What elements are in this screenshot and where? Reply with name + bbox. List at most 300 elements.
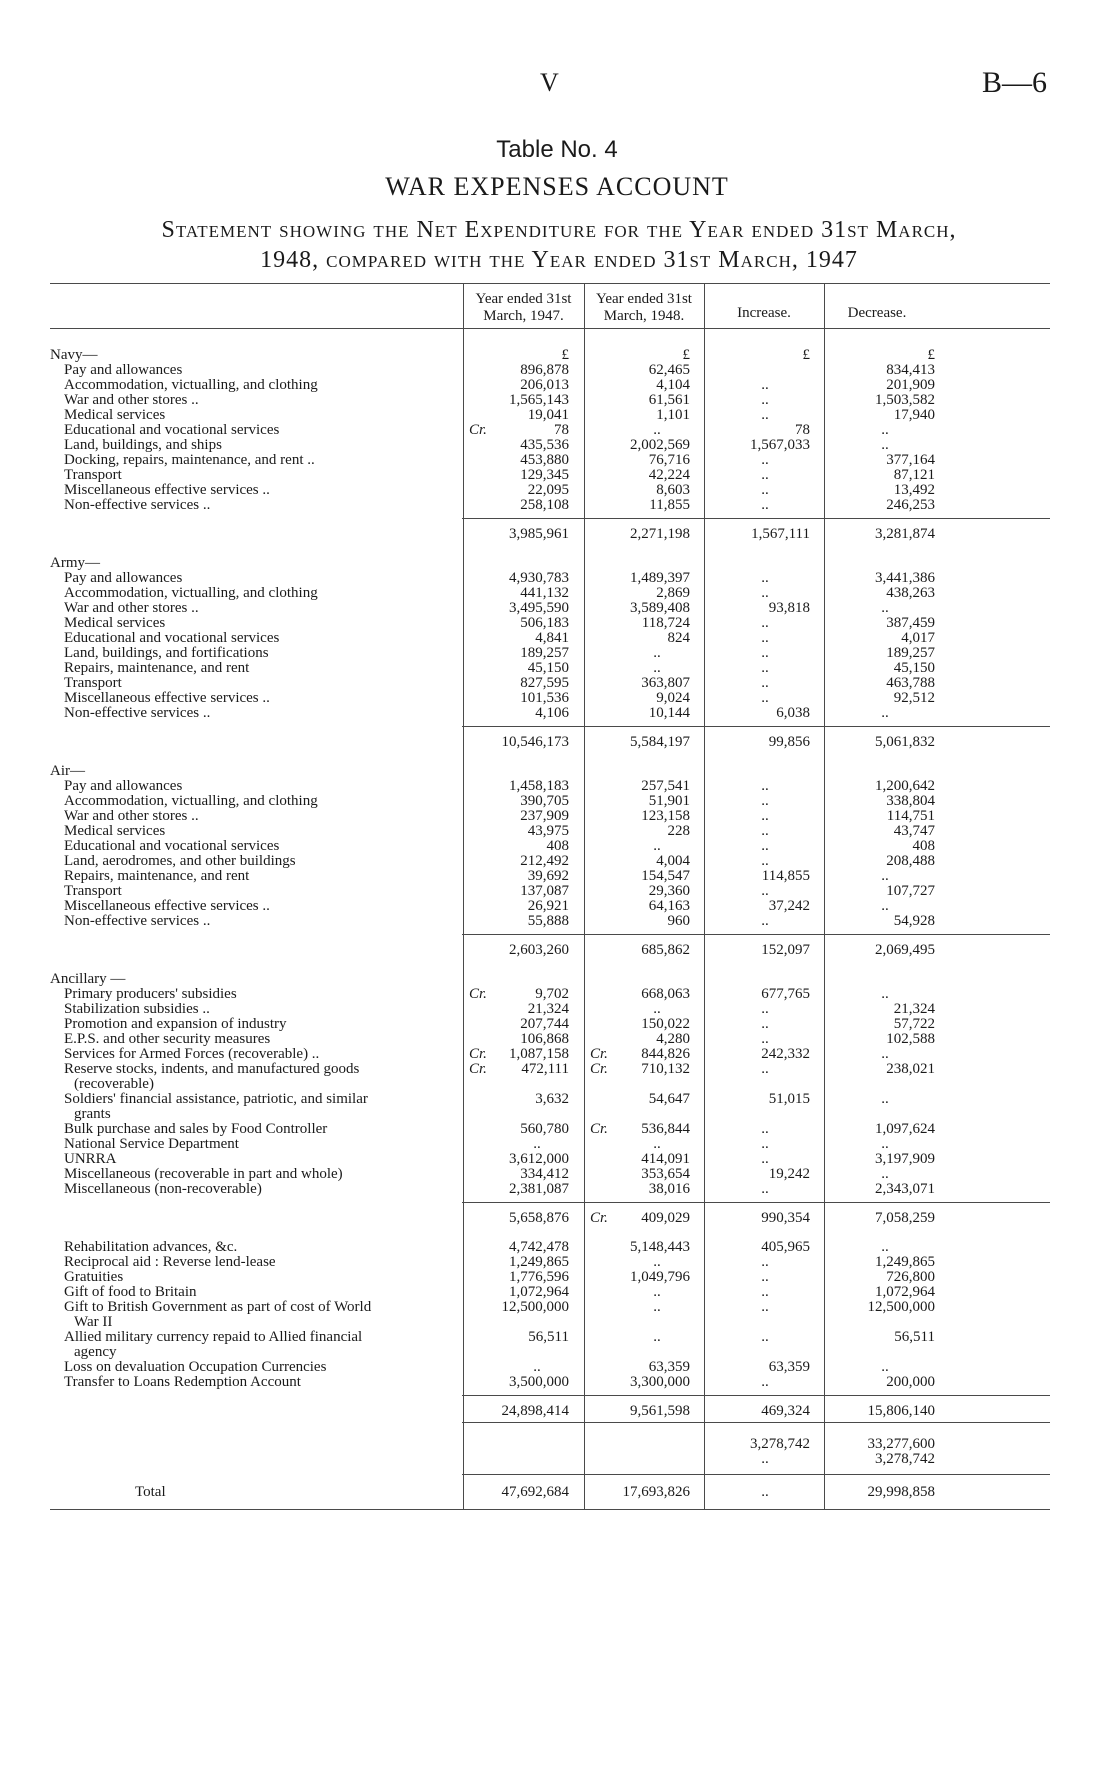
row-label: Pay and allowances: [64, 570, 183, 586]
cell-value: 3,441,386: [875, 570, 935, 586]
row-label: Soldiers' financial assistance, patriotic, and similar: [64, 1091, 368, 1107]
cell-value: 206,013: [520, 377, 569, 393]
row-label: Gift to British Government as part of cost of World: [64, 1299, 372, 1315]
cell-value: ..: [761, 1016, 769, 1032]
subtotal-value: 990,354: [761, 1210, 810, 1226]
cell-value: 506,183: [520, 615, 569, 631]
row-label: War and other stores ..: [64, 392, 199, 408]
cell-value: 834,413: [886, 362, 935, 378]
cell-value: 62,465: [648, 362, 690, 378]
cell-value: 76,716: [648, 452, 690, 468]
subtotal-value: 1,567,111: [751, 526, 810, 542]
cell-value: ..: [653, 838, 661, 854]
row-label: Accommodation, victualling, and clothing: [64, 585, 318, 601]
table-number: Table No. 4: [496, 136, 618, 163]
cell-value: ..: [761, 377, 769, 393]
cell-value: ..: [761, 1151, 769, 1167]
cell-value: ..: [761, 585, 769, 601]
cell-value: 338,804: [886, 793, 935, 809]
cell-value: Cr. 536,844: [590, 1121, 690, 1137]
cell-value: 4,004: [656, 853, 690, 869]
header-bottom-rule: [50, 328, 1050, 329]
row-label: Land, aerodromes, and other buildings: [64, 853, 296, 869]
cell-value: 4,742,478: [509, 1239, 569, 1255]
header-1947: Year ended 31st March, 1947.: [475, 291, 572, 324]
grand-total-rule: [462, 1474, 1050, 1475]
cell-value: 4,106: [535, 705, 569, 721]
cell-value: 150,022: [641, 1016, 690, 1032]
row-label: Stabilization subsidies ..: [64, 1001, 210, 1017]
cell-value: ..: [653, 1001, 661, 1017]
row-label: Transport: [64, 675, 122, 691]
subtotal-value: 685,862: [641, 942, 690, 958]
cell-value: 37,242: [768, 898, 810, 914]
row-label: Reserve stocks, indents, and manufactured goods: [64, 1061, 360, 1077]
cell-value: 107,727: [886, 883, 935, 899]
cell-value: 2,002,569: [630, 437, 690, 453]
cell-value: 201,909: [886, 377, 935, 393]
cell-value: ..: [761, 1121, 769, 1137]
currency-symbol: £: [927, 347, 935, 363]
cell-value: 1,565,143: [509, 392, 569, 408]
cell-value: Cr. 844,826: [590, 1046, 690, 1062]
row-label: Miscellaneous (non-recoverable): [64, 1181, 262, 1197]
cell-value: ..: [761, 823, 769, 839]
cell-value: 12,500,000: [501, 1299, 569, 1315]
cell-value: Cr. 1,087,158: [469, 1046, 569, 1062]
row-label: Miscellaneous effective services ..: [64, 482, 270, 498]
cell-value: 6,038: [776, 705, 810, 721]
cell-value: 1,458,183: [509, 778, 569, 794]
cell-value: 414,091: [641, 1151, 690, 1167]
cell-value: 258,108: [520, 497, 569, 513]
grand-total-value: 47,692,684: [501, 1484, 569, 1500]
row-label: Medical services: [64, 823, 166, 839]
cell-value: ..: [761, 1269, 769, 1285]
cell-value: 9,024: [656, 690, 690, 706]
cell-value: 3,197,909: [875, 1151, 935, 1167]
cell-value: 4,930,783: [509, 570, 569, 586]
row-label: Accommodation, victualling, and clothing: [64, 377, 318, 393]
cell-value: 200,000: [886, 1374, 935, 1390]
cell-value: 3,589,408: [630, 600, 690, 616]
column-divider: [463, 283, 464, 1509]
subtotal-value: 152,097: [761, 942, 810, 958]
netting-value: ..: [761, 1451, 769, 1467]
cell-value: ..: [653, 660, 661, 676]
cell-value: 56,511: [528, 1329, 569, 1345]
cell-value: ..: [761, 808, 769, 824]
cell-value: 61,561: [648, 392, 690, 408]
cell-value: 55,888: [527, 913, 569, 929]
cell-value: ..: [761, 452, 769, 468]
cell-value: 45,150: [893, 660, 935, 676]
cell-value: 438,263: [886, 585, 935, 601]
subtotal-value: 2,271,198: [630, 526, 690, 542]
cell-value: 228: [667, 823, 690, 839]
cell-value: 4,104: [656, 377, 690, 393]
netting-value: 3,278,742: [875, 1451, 935, 1467]
netting-value: 3,278,742: [750, 1436, 810, 1452]
cell-value: ..: [761, 1181, 769, 1197]
row-label: Pay and allowances: [64, 778, 183, 794]
cell-value: 453,880: [520, 452, 569, 468]
row-label: Gratuities: [64, 1269, 124, 1285]
row-label: Educational and vocational services: [64, 630, 280, 646]
row-label: Transport: [64, 883, 122, 899]
cell-value: 242,332: [761, 1046, 810, 1062]
cell-value: ..: [761, 675, 769, 691]
cell-value: 3,632: [535, 1091, 569, 1107]
cell-value: 238,021: [886, 1061, 935, 1077]
cell-value: 39,692: [527, 868, 569, 884]
cell-value: ..: [653, 422, 661, 438]
cell-value: ..: [653, 645, 661, 661]
cell-value: ..: [761, 838, 769, 854]
cell-value: ..: [761, 482, 769, 498]
row-label: Medical services: [64, 615, 166, 631]
cell-value: 726,800: [886, 1269, 935, 1285]
row-label: Reciprocal aid : Reverse lend-lease: [64, 1254, 276, 1270]
cell-value: 63,359: [648, 1359, 690, 1375]
subtotal-value: 2,069,495: [875, 942, 935, 958]
cell-value: 26,921: [527, 898, 569, 914]
cell-value: 92,512: [893, 690, 935, 706]
cell-value: 118,724: [641, 615, 690, 631]
cell-value: 668,063: [641, 986, 690, 1002]
cell-value: ..: [761, 615, 769, 631]
cell-value: 4,017: [901, 630, 935, 646]
row-label: Primary producers' subsidies: [64, 986, 237, 1002]
header-decrease: Decrease.: [847, 305, 907, 321]
cell-value: ..: [761, 570, 769, 586]
cell-value: ..: [761, 913, 769, 929]
cell-value: 246,253: [886, 497, 935, 513]
cell-value: 21,324: [893, 1001, 935, 1017]
cell-value: 154,547: [641, 868, 690, 884]
subtitle-line-2: 1948, compared with the Year ended 31st March, 1947: [260, 247, 858, 273]
cell-value: 78: [795, 422, 810, 438]
cell-value: ..: [881, 898, 889, 914]
cell-value: 54,647: [648, 1091, 690, 1107]
netting-rule: [462, 1422, 1050, 1423]
cell-value: 38,016: [648, 1181, 690, 1197]
cell-value: 21,324: [527, 1001, 569, 1017]
row-label: Miscellaneous (recoverable in part and whole): [64, 1166, 343, 1182]
cell-value: 29,360: [648, 883, 690, 899]
subtotal-value: 2,603,260: [509, 942, 569, 958]
cell-value: ..: [881, 986, 889, 1002]
row-label-continued: agency: [74, 1344, 117, 1360]
cell-value: ..: [533, 1359, 541, 1375]
cell-value: ..: [881, 600, 889, 616]
cell-value: 1,489,397: [630, 570, 690, 586]
row-label: Transport: [64, 467, 122, 483]
cell-value: 12,500,000: [867, 1299, 935, 1315]
subtotal-value: 5,061,832: [875, 734, 935, 750]
cell-value: ..: [653, 1254, 661, 1270]
cell-value: 390,705: [520, 793, 569, 809]
cell-value: ..: [653, 1284, 661, 1300]
cell-value: ..: [761, 392, 769, 408]
cell-value: ..: [761, 1329, 769, 1345]
cell-value: 896,878: [520, 362, 569, 378]
cell-value: 2,343,071: [875, 1181, 935, 1197]
cell-value: 43,975: [527, 823, 569, 839]
subtotal-value: 469,324: [761, 1403, 810, 1419]
cell-value: 560,780: [520, 1121, 569, 1137]
cell-value: 1,097,624: [875, 1121, 935, 1137]
table-title: WAR EXPENSES ACCOUNT: [385, 172, 729, 201]
section-heading: Navy—: [50, 347, 98, 363]
cell-value: 405,965: [761, 1239, 810, 1255]
cell-value: ..: [761, 853, 769, 869]
cell-value: 45,150: [527, 660, 569, 676]
cell-value: 353,654: [641, 1166, 690, 1182]
cell-value: 2,381,087: [509, 1181, 569, 1197]
expenditure-table: [50, 283, 1050, 1668]
cell-value: 93,818: [768, 600, 810, 616]
row-label: Bulk purchase and sales by Food Controller: [64, 1121, 328, 1137]
cell-value: ..: [653, 1299, 661, 1315]
cell-value: 827,595: [520, 675, 569, 691]
cell-value: ..: [761, 883, 769, 899]
cell-value: ..: [761, 778, 769, 794]
currency-symbol: £: [802, 347, 810, 363]
cell-value: ..: [761, 793, 769, 809]
cell-value: 207,744: [520, 1016, 569, 1032]
cell-value: 4,280: [656, 1031, 690, 1047]
cell-value: ..: [761, 660, 769, 676]
cell-value: 387,459: [886, 615, 935, 631]
cell-value: 3,495,590: [509, 600, 569, 616]
subtotal-rule: [462, 1395, 1050, 1396]
row-label-continued: (recoverable): [74, 1076, 154, 1092]
page-reference: B—6: [982, 66, 1048, 99]
cell-value: ..: [761, 1284, 769, 1300]
row-label: Land, buildings, and fortifications: [64, 645, 269, 661]
cell-value: ..: [881, 1359, 889, 1375]
cell-value: 435,536: [520, 437, 569, 453]
row-label: Docking, repairs, maintenance, and rent ..: [64, 452, 315, 468]
cell-value: 56,511: [894, 1329, 935, 1345]
cell-value: ..: [881, 1091, 889, 1107]
cell-value: Cr. 710,132: [590, 1061, 690, 1077]
header-top-rule: [50, 283, 1050, 284]
subtotal-value: 15,806,140: [867, 1403, 935, 1419]
cell-value: ..: [761, 407, 769, 423]
netting-value: 33,277,600: [867, 1436, 935, 1452]
cell-value: 22,095: [527, 482, 569, 498]
cell-value: ..: [761, 630, 769, 646]
row-label: Medical services: [64, 407, 166, 423]
subtotal-rule: [462, 518, 1050, 519]
table-bottom-rule: [50, 1509, 1050, 1510]
row-label: National Service Department: [64, 1136, 239, 1152]
cell-value: ..: [653, 1329, 661, 1345]
cell-value: 19,041: [527, 407, 569, 423]
cell-value: 19,242: [768, 1166, 810, 1182]
cell-value: 408: [546, 838, 569, 854]
section-heading: Army—: [50, 555, 100, 571]
cell-value: 102,588: [886, 1031, 935, 1047]
cell-value: ..: [761, 1374, 769, 1390]
section-heading: Ancillary —: [50, 971, 126, 987]
cell-value: ..: [761, 690, 769, 706]
cell-value: ..: [761, 497, 769, 513]
cell-value: 189,257: [520, 645, 569, 661]
cell-value: 106,868: [520, 1031, 569, 1047]
row-label: Land, buildings, and ships: [64, 437, 222, 453]
cell-value: 64,163: [648, 898, 690, 914]
cell-value: 13,492: [893, 482, 935, 498]
subtotal-rule: [462, 726, 1050, 727]
subtotal-rule: [462, 934, 1050, 935]
table-subtitle: [44, 215, 1074, 275]
cell-value: 43,747: [893, 823, 935, 839]
cell-value: 1,567,033: [750, 437, 810, 453]
cell-value: 63,359: [768, 1359, 810, 1375]
cell-value: 408: [912, 838, 935, 854]
cell-value: 1,072,964: [509, 1284, 569, 1300]
row-label: Non-effective services ..: [64, 705, 211, 721]
row-label: Transfer to Loans Redemption Account: [64, 1374, 301, 1390]
row-label: Non-effective services ..: [64, 497, 211, 513]
cell-value: 1,503,582: [875, 392, 935, 408]
grand-total-label: Total: [135, 1484, 166, 1500]
header-increase: Increase.: [737, 305, 791, 321]
cell-value: ..: [761, 1001, 769, 1017]
row-label: Repairs, maintenance, and rent: [64, 868, 250, 884]
cell-value: 8,603: [656, 482, 690, 498]
grand-total-value: 17,693,826: [622, 1484, 690, 1500]
cell-value: 1,200,642: [875, 778, 935, 794]
cell-value: ..: [761, 467, 769, 483]
cell-value: Cr. 78: [469, 422, 569, 438]
row-label: Educational and vocational services: [64, 838, 280, 854]
row-label: Miscellaneous effective services ..: [64, 690, 270, 706]
grand-total-value: 29,998,858: [867, 1484, 935, 1500]
cell-value: 1,249,865: [509, 1254, 569, 1270]
subtotal-value: 3,281,874: [875, 526, 935, 542]
cell-value: ..: [881, 705, 889, 721]
row-label-continued: War II: [74, 1314, 113, 1330]
cell-value: 1,249,865: [875, 1254, 935, 1270]
cell-value: 3,500,000: [509, 1374, 569, 1390]
cell-value: 87,121: [893, 467, 935, 483]
cell-value: 137,087: [520, 883, 569, 899]
cell-value: ..: [533, 1136, 541, 1152]
cell-value: ..: [881, 1166, 889, 1182]
cell-value: 208,488: [886, 853, 935, 869]
cell-value: 1,101: [656, 407, 690, 423]
cell-value: 677,765: [761, 986, 810, 1002]
cell-value: 441,132: [520, 585, 569, 601]
row-label: Pay and allowances: [64, 362, 183, 378]
subtotal-value: 7,058,259: [875, 1210, 935, 1226]
cell-value: 54,928: [893, 913, 935, 929]
row-label: Services for Armed Forces (recoverable) ..: [64, 1046, 320, 1062]
row-label: Accommodation, victualling, and clothing: [64, 793, 318, 809]
cell-value: 42,224: [648, 467, 690, 483]
cell-value: 101,536: [520, 690, 569, 706]
cell-value: 377,164: [886, 452, 935, 468]
cell-value: 463,788: [886, 675, 935, 691]
cell-value: ..: [761, 1299, 769, 1315]
cell-value: ..: [881, 422, 889, 438]
row-label: War and other stores ..: [64, 808, 199, 824]
grand-total-value: ..: [761, 1484, 769, 1500]
cell-value: ..: [881, 1136, 889, 1152]
header-1948: Year ended 31st March, 1948.: [596, 291, 692, 324]
row-label: Non-effective services ..: [64, 913, 211, 929]
cell-value: 189,257: [886, 645, 935, 661]
cell-value: ..: [881, 868, 889, 884]
cell-value: ..: [761, 645, 769, 661]
cell-value: 5,148,443: [630, 1239, 690, 1255]
cell-value: 257,541: [641, 778, 690, 794]
cell-value: 237,909: [520, 808, 569, 824]
section-heading: Air—: [50, 763, 85, 779]
cell-value: 11,855: [649, 497, 690, 513]
subtotal-value: 24,898,414: [501, 1403, 569, 1419]
currency-symbol: £: [561, 347, 569, 363]
row-label: Promotion and expansion of industry: [64, 1016, 287, 1032]
cell-value: ..: [761, 1136, 769, 1152]
page-number: V: [540, 68, 559, 97]
cell-value: 212,492: [520, 853, 569, 869]
cell-value: 123,158: [641, 808, 690, 824]
cell-value: 960: [667, 913, 690, 929]
subtotal-value: 99,856: [768, 734, 810, 750]
cell-value: 4,841: [535, 630, 569, 646]
cell-value: ..: [761, 1031, 769, 1047]
row-label: Miscellaneous effective services ..: [64, 898, 270, 914]
cell-value: 824: [667, 630, 690, 646]
cell-value: 10,144: [648, 705, 690, 721]
row-label: Repairs, maintenance, and rent: [64, 660, 250, 676]
cell-value: 1,049,796: [630, 1269, 690, 1285]
row-label: E.P.S. and other security measures: [64, 1031, 271, 1047]
row-label: Gift of food to Britain: [64, 1284, 197, 1300]
cell-value: 3,612,000: [509, 1151, 569, 1167]
row-label-continued: grants: [74, 1106, 111, 1122]
row-label: Allied military currency repaid to Allied financial: [64, 1329, 363, 1345]
cell-value: 114,855: [761, 868, 810, 884]
row-label: UNRRA: [64, 1151, 117, 1167]
cell-value: ..: [761, 1061, 769, 1077]
cell-value: 114,751: [886, 808, 935, 824]
cell-value: 3,300,000: [630, 1374, 690, 1390]
subtotal-value: 9,561,598: [630, 1403, 690, 1419]
cell-value: 57,722: [893, 1016, 935, 1032]
cell-value: 129,345: [520, 467, 569, 483]
row-label: Rehabilitation advances, &c.: [64, 1239, 238, 1255]
cell-value: ..: [881, 1046, 889, 1062]
cell-value: 1,072,964: [875, 1284, 935, 1300]
cell-value: 17,940: [893, 407, 935, 423]
row-label: Educational and vocational services: [64, 422, 280, 438]
currency-symbol: £: [682, 347, 690, 363]
cell-value: ..: [881, 437, 889, 453]
cell-value: 334,412: [520, 1166, 569, 1182]
cell-value: Cr. 472,111: [469, 1061, 569, 1077]
subtotal-value: 10,546,173: [501, 734, 569, 750]
cell-value: ..: [653, 1136, 661, 1152]
column-divider: [824, 283, 825, 1509]
column-divider: [584, 283, 585, 1509]
cell-value: ..: [881, 1239, 889, 1255]
